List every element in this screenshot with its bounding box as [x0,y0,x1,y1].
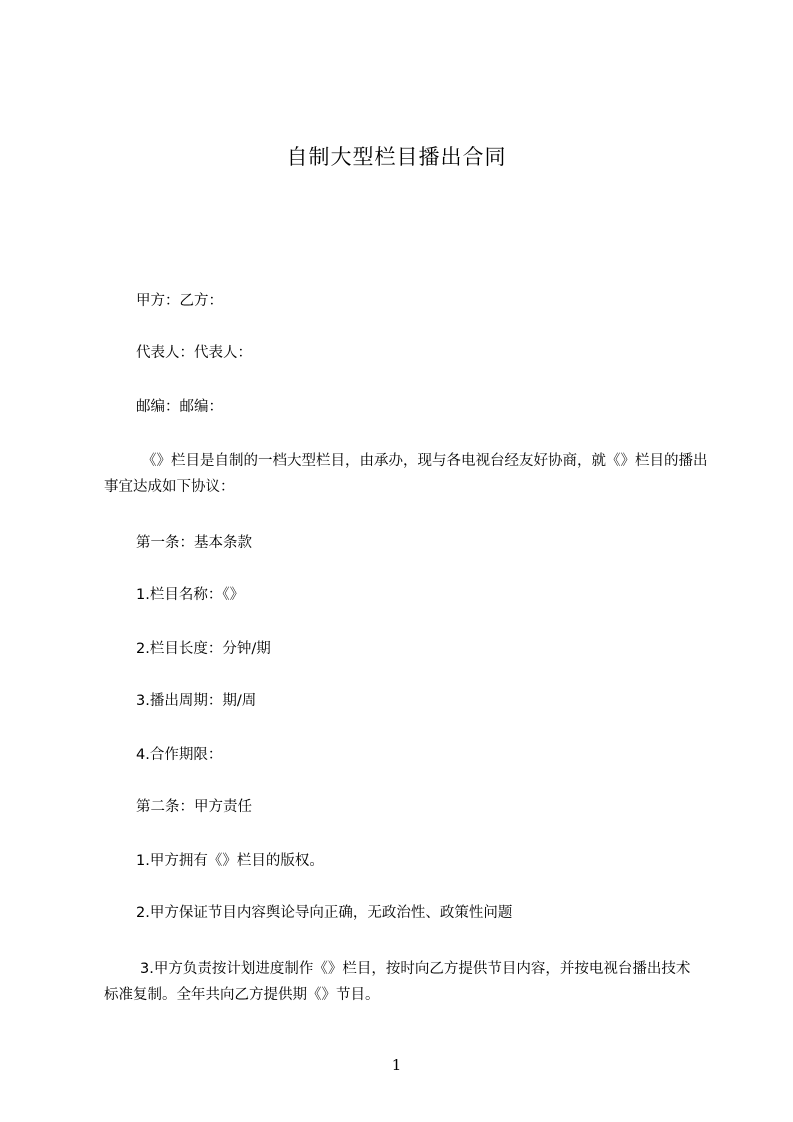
clause-2-3-text: 3.甲方负责按计划进度制作《》栏目，按时向乙方提供节目内容，并按电视台播出技术标准复制。全年共向乙方提供期《》节目。 [104,961,691,1003]
document-title: 自制大型栏目播出合同 [286,145,507,169]
article-2-heading: 第二条：甲方责任 [136,799,252,815]
clause-2-3 [104,956,704,1008]
page-number: 1 [391,1056,402,1074]
clause-2-1: 1.甲方拥有《》栏目的版权。 [136,853,324,869]
postcode-line: 邮编：邮编： [136,399,223,415]
clause-1-2: 2.栏目长度：分钟/期 [136,641,271,657]
intro-paragraph-text: 《》栏目是自制的一档大型栏目，由承办，现与各电视台经友好协商，就《》栏目的播出事宜达成如下协议： [104,453,708,495]
clause-1-3: 3.播出周期：期/周 [136,693,257,709]
article-1-heading: 第一条：基本条款 [136,535,252,551]
party-line: 甲方：乙方： [136,293,223,309]
intro-paragraph [104,448,710,500]
representative-line: 代表人：代表人： [136,345,252,361]
clause-1-1: 1.栏目名称：《》 [136,587,245,603]
clause-2-2: 2.甲方保证节目内容舆论导向正确，无政治性、政策性问题 [136,905,513,921]
clause-1-4: 4.合作期限： [136,747,223,763]
